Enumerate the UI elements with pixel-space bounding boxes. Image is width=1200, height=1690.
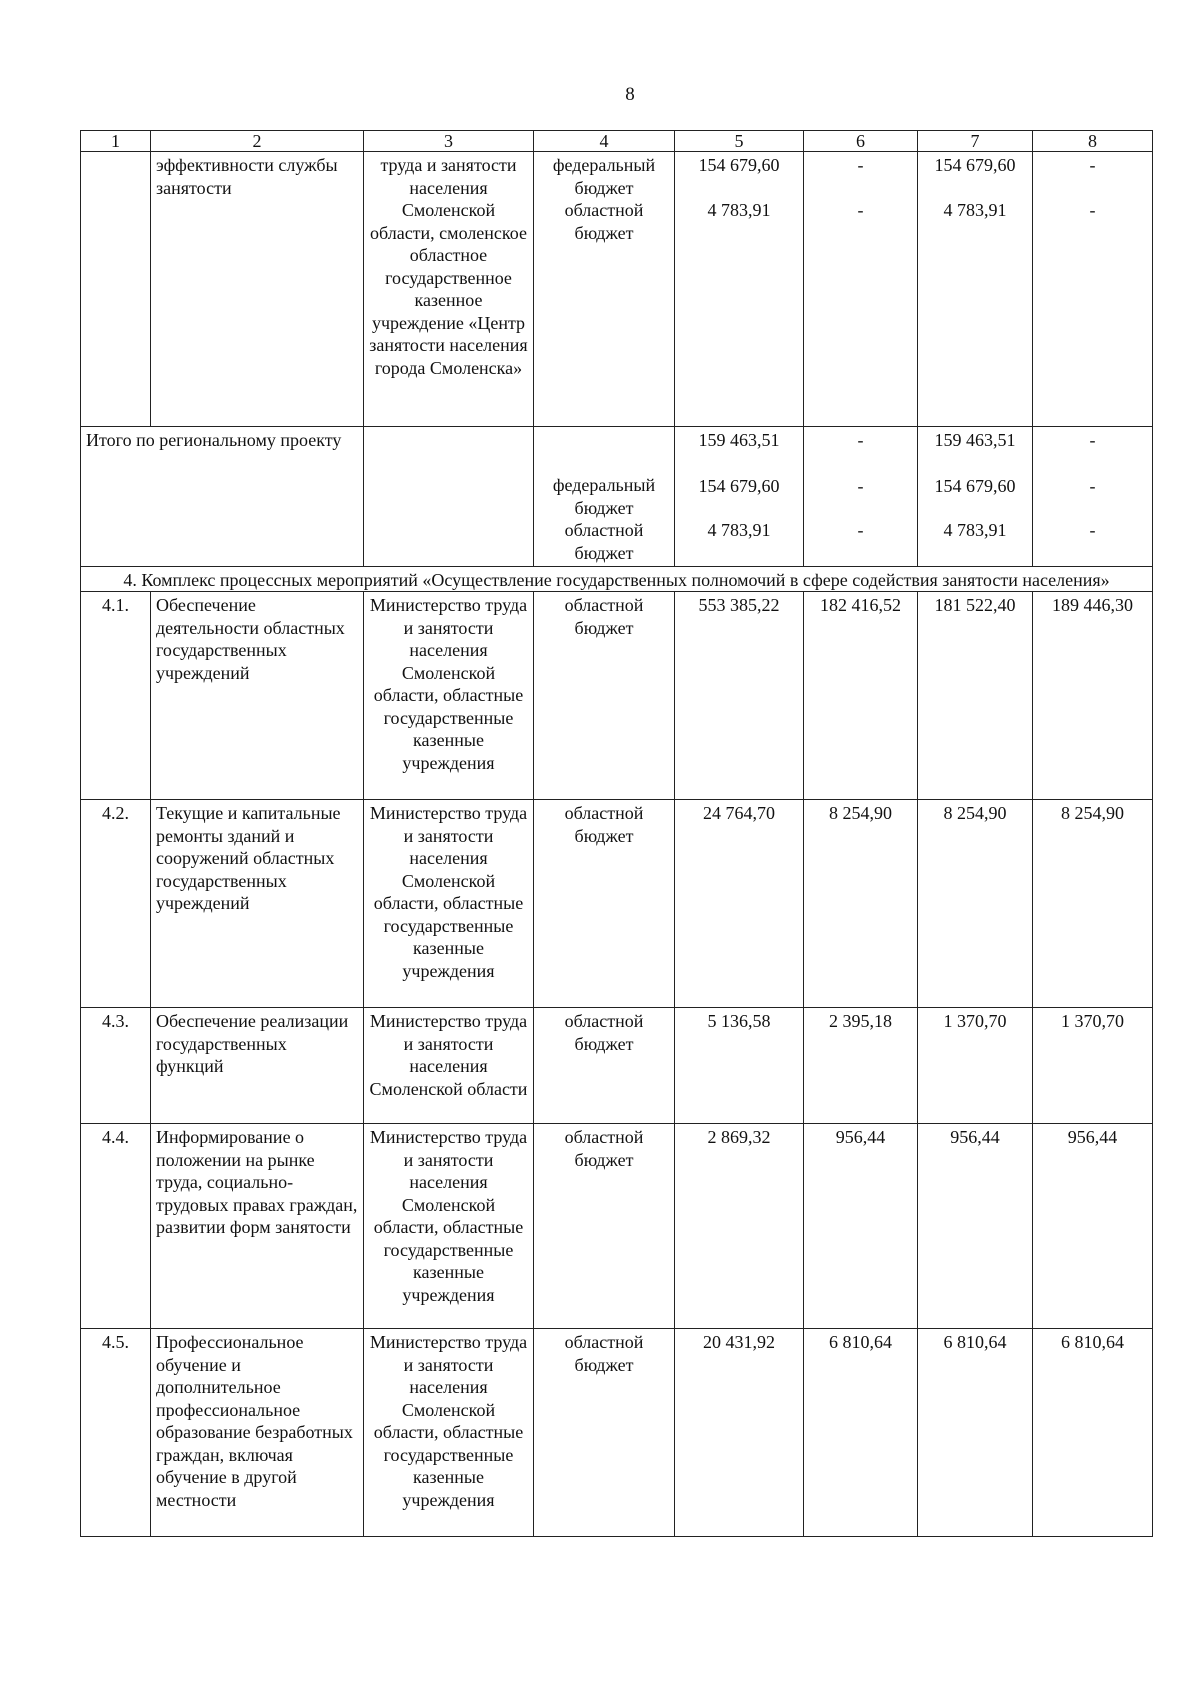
amount-value: - [1089, 155, 1096, 175]
amount-year-1: 2 395,18 [804, 1008, 918, 1124]
row-number: 4.2. [81, 800, 151, 1008]
amount-year-1 [804, 427, 918, 567]
section-row [81, 567, 1153, 592]
funding-source-federal: федеральный бюджет [552, 475, 656, 518]
amount-year-3: 8 254,90 [1033, 800, 1153, 1008]
amount-year-2: 956,44 [918, 1124, 1033, 1329]
column-number: 2 [151, 131, 364, 152]
amount-year-1: 182 416,52 [804, 592, 918, 800]
amount-year-2: 181 522,40 [918, 592, 1033, 800]
amount-value: - [1089, 475, 1096, 496]
amount-year-2 [918, 427, 1033, 567]
funding-source: областной бюджет [534, 800, 675, 1008]
executor: Министерство труда и занятости населения Смоленской области, областные государственные казенные учреждения [364, 800, 534, 1008]
funding-source: областной бюджет [534, 1124, 675, 1329]
table-row [81, 1008, 1153, 1124]
amount-value: 154 679,60 [698, 475, 780, 496]
amount-value: - [1089, 520, 1096, 540]
amount-value: - [857, 199, 864, 220]
amount-value: 159 463,51 [934, 430, 1016, 450]
executor: Министерство труда и занятости населения Смоленской области, областные государственные казенные учреждения [364, 1124, 534, 1329]
amount-year-3: 6 810,64 [1033, 1329, 1153, 1537]
row-number: 4.4. [81, 1124, 151, 1329]
amount-total [675, 427, 804, 567]
amount-year-3: 1 370,70 [1033, 1008, 1153, 1124]
executor: Министерство труда и занятости населения Смоленской области [364, 1008, 534, 1124]
executor: Министерство труда и занятости населения Смоленской области, областные государственные казенные учреждения [364, 592, 534, 800]
amount-year-3: 189 446,30 [1033, 592, 1153, 800]
column-number: 3 [364, 131, 534, 152]
amount-value: - [1089, 430, 1096, 450]
amount-value: - [857, 155, 864, 175]
table-row [81, 592, 1153, 800]
amount-year-1: 6 810,64 [804, 1329, 918, 1537]
amount-year-3 [1033, 152, 1153, 427]
section-title: 4. Комплекс процессных мероприятий «Осуществление государственных полномочий в сфере содействия занятости населения» [81, 567, 1153, 592]
funding-source: областной бюджет [534, 1008, 675, 1124]
column-number: 6 [804, 131, 918, 152]
funding-source: областной бюджет [534, 1329, 675, 1537]
column-number: 4 [534, 131, 675, 152]
table-row [81, 1329, 1153, 1537]
amount-year-3: 956,44 [1033, 1124, 1153, 1329]
executor [364, 427, 534, 567]
amount-year-1: 956,44 [804, 1124, 918, 1329]
amount-year-3 [1033, 427, 1153, 567]
column-number: 1 [81, 131, 151, 152]
amount-value: 154 679,60 [934, 475, 1016, 496]
total-row [81, 427, 1153, 567]
amount-value: 159 463,51 [698, 430, 780, 450]
column-number: 7 [918, 131, 1033, 152]
amount-year-2: 8 254,90 [918, 800, 1033, 1008]
amount-year-2: 6 810,64 [918, 1329, 1033, 1537]
amount-value: 154 679,60 [698, 155, 780, 175]
executor: Министерство труда и занятости населения Смоленской области, областные государственные казенные учреждения [364, 1329, 534, 1537]
amount-value: 4 783,91 [707, 199, 771, 220]
row-number: 4.1. [81, 592, 151, 800]
amount-year-2: 1 370,70 [918, 1008, 1033, 1124]
amount-value: 4 783,91 [943, 199, 1007, 220]
funding-source: областной бюджет [534, 592, 675, 800]
amount-value: 4 783,91 [943, 520, 1007, 540]
column-number: 5 [675, 131, 804, 152]
row-number: 4.3. [81, 1008, 151, 1124]
row-number [81, 152, 151, 427]
amount-value: - [857, 475, 864, 496]
amount-value: - [857, 520, 864, 540]
amount-value: 154 679,60 [934, 155, 1016, 175]
activity-name: Текущие и капитальные ремонты зданий и сооружений областных государственных учреждений [151, 800, 364, 1008]
amount-total: 24 764,70 [675, 800, 804, 1008]
funding-source-regional: областной бюджет [564, 200, 644, 243]
activity-name: Обеспечение реализации государственных функций [151, 1008, 364, 1124]
amount-total: 20 431,92 [675, 1329, 804, 1537]
amount-year-1 [804, 152, 918, 427]
table-row [81, 1124, 1153, 1329]
amount-value: - [1089, 199, 1096, 220]
activity-name: Профессиональное обучение и дополнительное профессиональное образование безработных граждан, включая обучение в другой местности [151, 1329, 364, 1537]
amount-total [675, 152, 804, 427]
continued-row [81, 152, 1153, 427]
activity-name: Информирование о положении на рынке труда, социально-трудовых правах граждан, развитии форм занятости [151, 1124, 364, 1329]
table-row [81, 800, 1153, 1008]
funding-source [534, 152, 675, 427]
amount-year-1: 8 254,90 [804, 800, 918, 1008]
column-number: 8 [1033, 131, 1153, 152]
funding-source [534, 427, 675, 567]
executor: труда и занятости населения Смоленской области, смоленское областное государственное казенное учреждение «Центр занятости населения города Смоленска» [364, 152, 534, 427]
amount-value: - [857, 430, 864, 450]
amount-total: 5 136,58 [675, 1008, 804, 1124]
page-number: 8 [625, 84, 635, 105]
amount-year-2 [918, 152, 1033, 427]
column-number-row [81, 131, 1153, 152]
budget-table [80, 130, 1153, 1537]
total-label: Итого по региональному проекту [81, 427, 364, 567]
amount-value: 4 783,91 [707, 520, 771, 540]
funding-source-federal: федеральный бюджет [552, 155, 656, 198]
activity-name: Обеспечение деятельности областных государственных учреждений [151, 592, 364, 800]
funding-source-regional: областной бюджет [564, 520, 644, 563]
amount-total: 553 385,22 [675, 592, 804, 800]
amount-total: 2 869,32 [675, 1124, 804, 1329]
row-number: 4.5. [81, 1329, 151, 1537]
activity-name: эффективности службы занятости [151, 152, 364, 427]
